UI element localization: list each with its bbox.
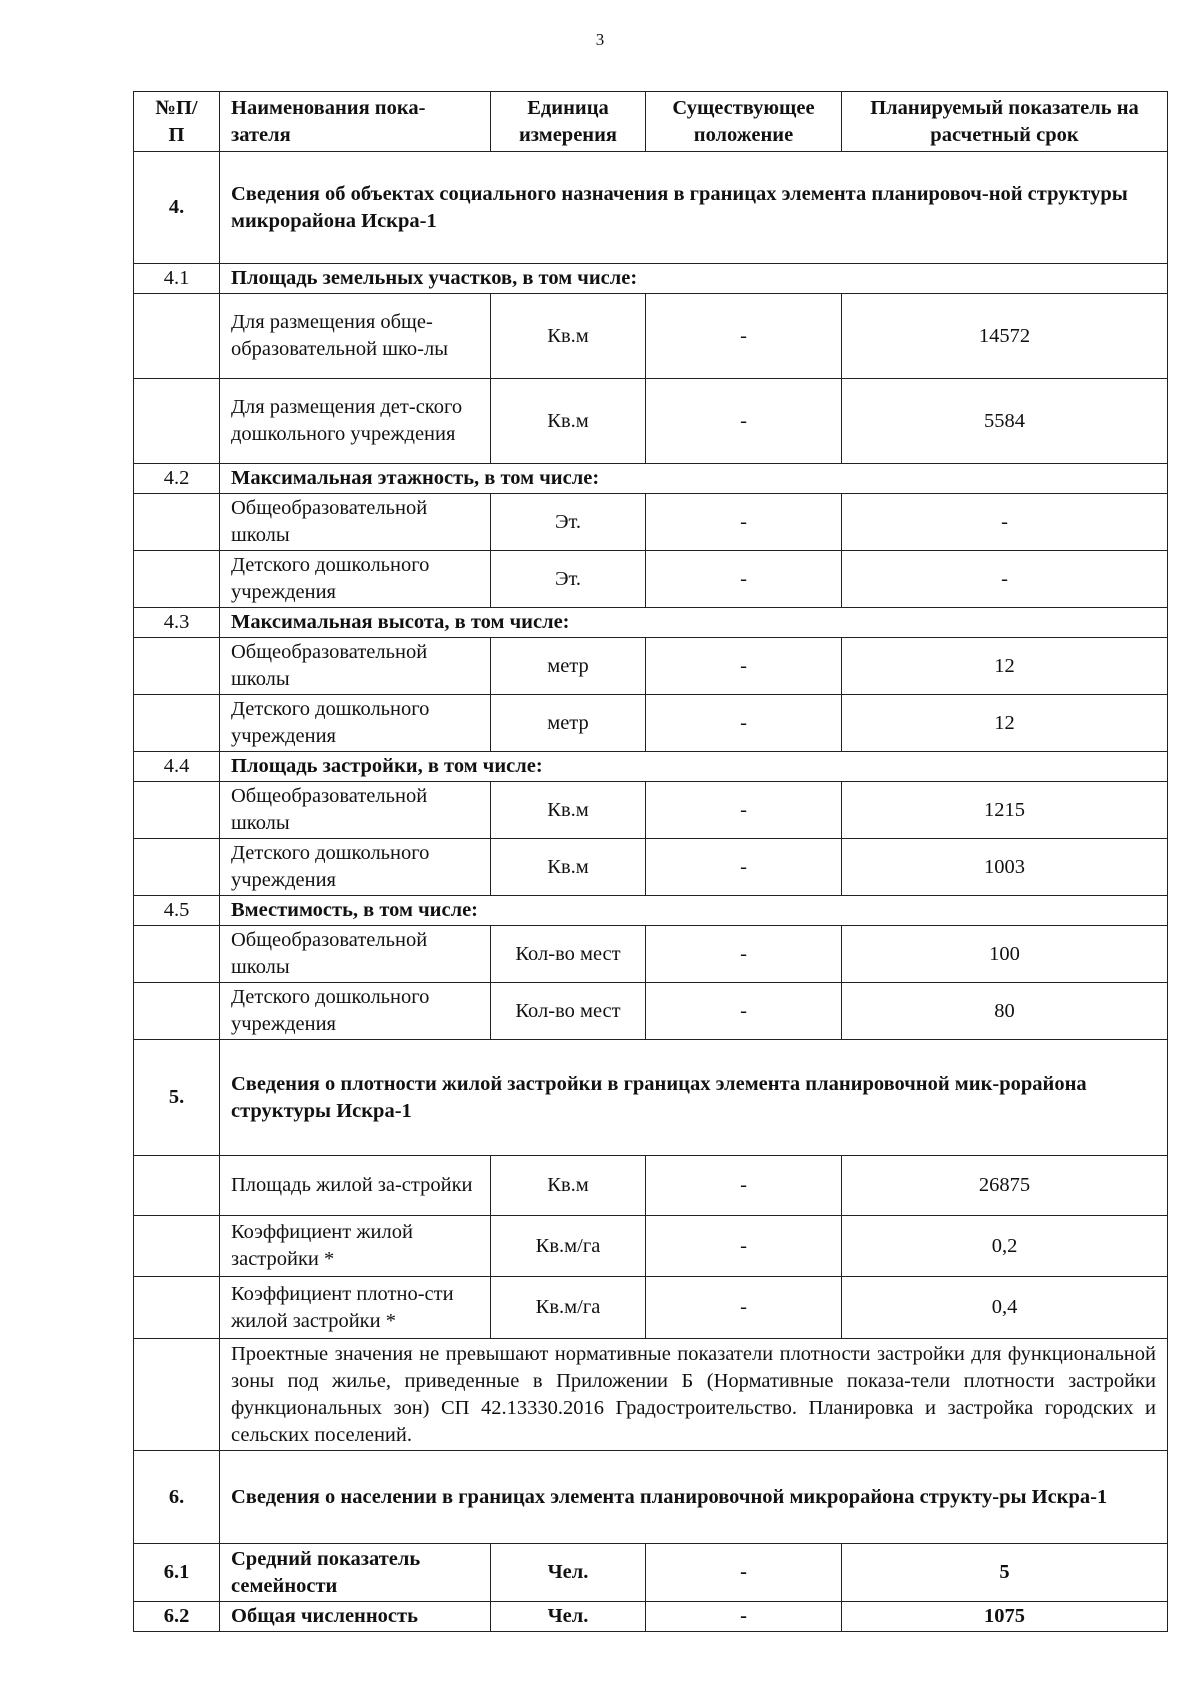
row-num: 6.1: [134, 1544, 220, 1602]
section-title: Сведения о населении в границах элемента планировочной микрорайона структу-ры Искра-1: [220, 1451, 1168, 1544]
section-row: [134, 1040, 1168, 1156]
row-planned: 5: [842, 1544, 1168, 1602]
row-unit: Кол-во мест: [491, 983, 646, 1040]
row-existing: -: [646, 379, 842, 464]
group-num: 4.1: [134, 264, 220, 294]
note-text: Проектные значения не превышают нормативные показатели плотности застройки для функциональной зоны под жилье, приведенные в Приложении Б (Нормативные показа-тели плотности застройки функциональных зон) СП 42.13330.2016 Градостроительство. Планировка и застройка городских и сельских поселений.: [220, 1339, 1168, 1451]
table-row: [134, 1216, 1168, 1277]
group-title: Максимальная этажность, в том числе:: [220, 464, 1168, 494]
row-unit: Кв.м/га: [491, 1277, 646, 1339]
row-unit: Кв.м/га: [491, 1216, 646, 1277]
group-num: 4.2: [134, 464, 220, 494]
table-row: [134, 494, 1168, 551]
row-planned: 12: [842, 638, 1168, 695]
row-existing: -: [646, 1156, 842, 1216]
row-name: Средний показатель семейности: [220, 1544, 491, 1602]
header-num: №П/П: [134, 92, 220, 152]
group-title: Площадь застройки, в том числе:: [220, 752, 1168, 782]
table-row: [134, 1544, 1168, 1602]
row-existing: -: [646, 695, 842, 752]
table-row: [134, 695, 1168, 752]
row-name: Площадь жилой за-стройки: [220, 1156, 491, 1216]
table-row: [134, 638, 1168, 695]
row-planned: 1075: [842, 1602, 1168, 1632]
group-row: [134, 896, 1168, 926]
row-existing: -: [646, 294, 842, 379]
note-row: [134, 1339, 1168, 1451]
row-existing: -: [646, 494, 842, 551]
row-name: Детского дошкольного учреждения: [220, 551, 491, 608]
row-unit: Чел.: [491, 1602, 646, 1632]
table-row: [134, 294, 1168, 379]
row-name: Для размещения дет-ского дошкольного учреждения: [220, 379, 491, 464]
row-existing: -: [646, 1277, 842, 1339]
table-row: [134, 926, 1168, 983]
row-num: 6.2: [134, 1602, 220, 1632]
row-unit: Эт.: [491, 551, 646, 608]
section-num: 5.: [134, 1040, 220, 1156]
row-existing: -: [646, 782, 842, 839]
header-planned: Планируемый показатель на расчетный срок: [842, 92, 1168, 152]
page-number: 3: [595, 30, 605, 49]
row-existing: -: [646, 1544, 842, 1602]
table-row: [134, 379, 1168, 464]
group-row: [134, 264, 1168, 294]
table-row: [134, 839, 1168, 896]
row-existing: -: [646, 926, 842, 983]
row-name: Коэффициент плотно-сти жилой застройки *: [220, 1277, 491, 1339]
row-name: Общеобразовательной школы: [220, 638, 491, 695]
row-unit: Чел.: [491, 1544, 646, 1602]
table-row: [134, 782, 1168, 839]
group-num: 4.4: [134, 752, 220, 782]
row-unit: Кв.м: [491, 294, 646, 379]
table-header-row: [134, 92, 1168, 152]
row-unit: Кол-во мест: [491, 926, 646, 983]
row-planned: 0,2: [842, 1216, 1168, 1277]
group-row: [134, 608, 1168, 638]
section-title: Сведения об объектах социального назначения в границах элемента планировоч-ной структуры микрорайона Искра-1: [220, 152, 1168, 264]
row-planned: -: [842, 494, 1168, 551]
row-planned: 5584: [842, 379, 1168, 464]
row-name: Детского дошкольного учреждения: [220, 839, 491, 896]
row-planned: 12: [842, 695, 1168, 752]
section-title: Сведения о плотности жилой застройки в границах элемента планировочной мик-рорайона структуры Искра-1: [220, 1040, 1168, 1156]
row-existing: -: [646, 551, 842, 608]
row-unit: Кв.м: [491, 1156, 646, 1216]
section-row: [134, 152, 1168, 264]
group-title: Площадь земельных участков, в том числе:: [220, 264, 1168, 294]
row-existing: -: [646, 1216, 842, 1277]
section-row: [134, 1451, 1168, 1544]
row-unit: Кв.м: [491, 782, 646, 839]
row-planned: 0,4: [842, 1277, 1168, 1339]
row-planned: 1215: [842, 782, 1168, 839]
row-unit: метр: [491, 695, 646, 752]
group-row: [134, 464, 1168, 494]
row-name: Общеобразовательной школы: [220, 926, 491, 983]
section-num: 4.: [134, 152, 220, 264]
section-num: 6.: [134, 1451, 220, 1544]
header-name: Наименования пока-зателя: [220, 92, 491, 152]
row-name: Детского дошкольного учреждения: [220, 983, 491, 1040]
indicators-table: [133, 91, 1168, 1632]
group-title: Максимальная высота, в том числе:: [220, 608, 1168, 638]
table-row: [134, 1156, 1168, 1216]
row-name: Общая численность: [220, 1602, 491, 1632]
row-planned: -: [842, 551, 1168, 608]
table-row: [134, 551, 1168, 608]
row-name: Общеобразовательной школы: [220, 494, 491, 551]
row-name: Общеобразовательной школы: [220, 782, 491, 839]
row-unit: Кв.м: [491, 839, 646, 896]
row-name: Детского дошкольного учреждения: [220, 695, 491, 752]
header-existing: Существующее положение: [646, 92, 842, 152]
header-unit: Единица измерения: [491, 92, 646, 152]
row-unit: Эт.: [491, 494, 646, 551]
row-planned: 100: [842, 926, 1168, 983]
row-planned: 26875: [842, 1156, 1168, 1216]
group-num: 4.3: [134, 608, 220, 638]
row-name: Коэффициент жилой застройки *: [220, 1216, 491, 1277]
table-row: [134, 983, 1168, 1040]
row-existing: -: [646, 839, 842, 896]
group-row: [134, 752, 1168, 782]
row-existing: -: [646, 983, 842, 1040]
table-row: [134, 1602, 1168, 1632]
group-title: Вместимость, в том числе:: [220, 896, 1168, 926]
row-existing: -: [646, 1602, 842, 1632]
row-name: Для размещения обще-образовательной шко-лы: [220, 294, 491, 379]
row-planned: 80: [842, 983, 1168, 1040]
row-existing: -: [646, 638, 842, 695]
group-num: 4.5: [134, 896, 220, 926]
row-planned: 14572: [842, 294, 1168, 379]
row-unit: метр: [491, 638, 646, 695]
table-row: [134, 1277, 1168, 1339]
row-unit: Кв.м: [491, 379, 646, 464]
row-planned: 1003: [842, 839, 1168, 896]
